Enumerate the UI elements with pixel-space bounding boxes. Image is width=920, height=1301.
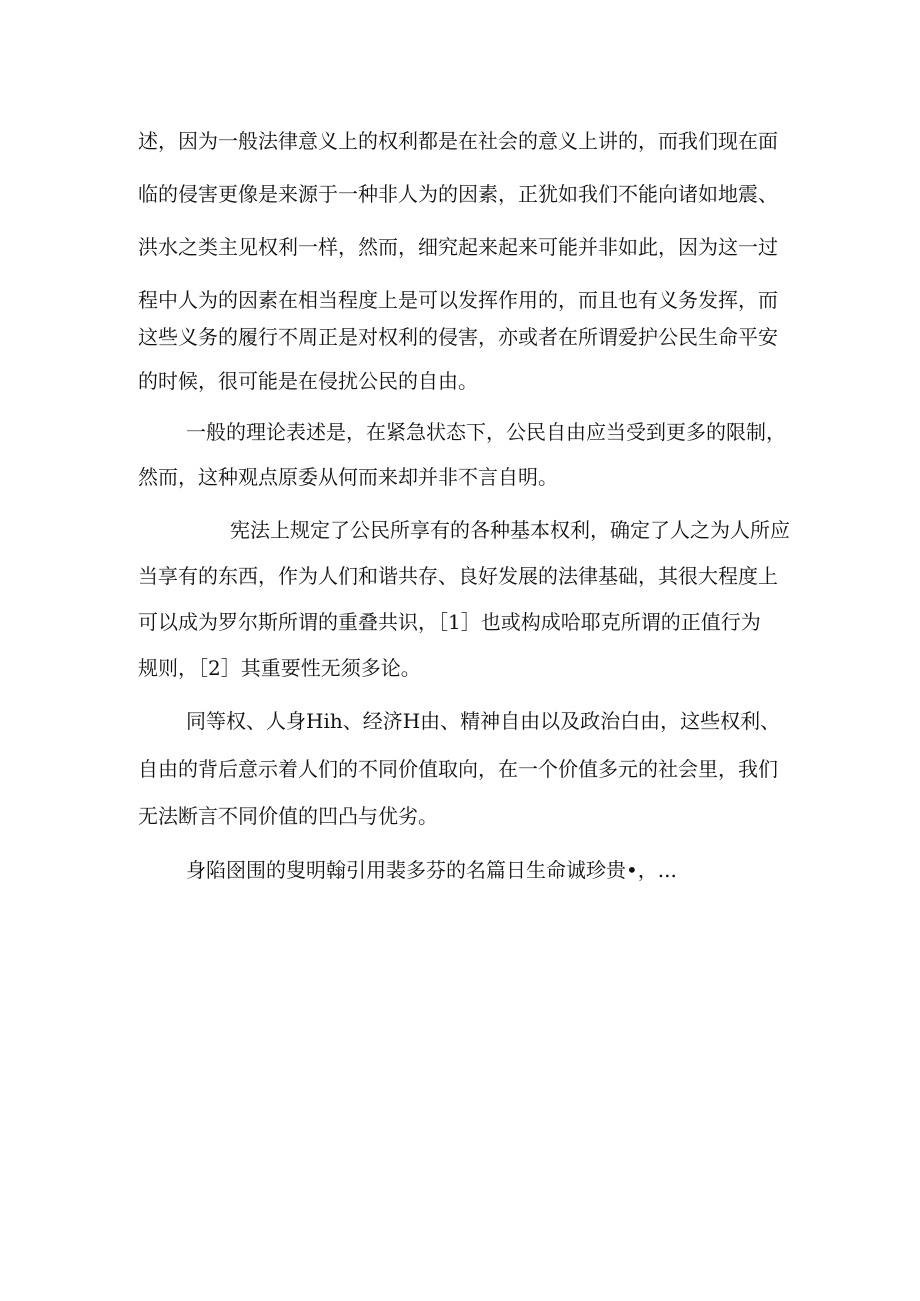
paragraph-1-line-2: 临的侵害更像是来源于一种非人为的因素，正犹如我们不能向诸如地震、: [138, 182, 778, 206]
paragraph-1-line-4: 程中人为的因素在相当程度上是可以发挥作用的，而且也有义务发挥，而: [138, 288, 778, 312]
paragraph-3-line-1: 宪法上规定了公民所享有的各种基本权利，确定了人之为人所应: [230, 518, 790, 542]
paragraph-1-line-5: 这些义务的履行不周正是对权利的侵害，亦或者在所谓爱护公民生命平安: [138, 325, 778, 349]
paragraph-4-line-3: 无法断言不同价值的凹凸与优劣。: [138, 804, 438, 828]
paragraph-2-line-1: 一般的理论表述是，在紧急状态下，公民自由应当受到更多的限制，: [186, 420, 786, 444]
paragraph-1-line-6: 的时候，很可能是在侵扰公民的自由。: [138, 369, 478, 393]
paragraph-1-line-1: 述，因为一般法律意义上的权利都是在社会的意义上讲的，而我们现在面: [138, 129, 778, 153]
paragraph-5-line-1: 身陷囹围的叟明翰引用裴多芬的名篇日生命诚珍贵•，...: [186, 858, 677, 882]
paragraph-2-line-2: 然而，这种观点原委从何而来却并非不言自明。: [138, 465, 558, 489]
paragraph-3-line-4: 规则，［2］其重要性无须多论。: [138, 656, 421, 680]
paragraph-4-line-1: 同等权、人身Hih、经济H由、精神自由以及政治白由，这些权利、: [186, 709, 781, 733]
paragraph-1-line-3: 洪水之类主见权利一样，然而，细究起来起来可能并非如此，因为这一过: [138, 235, 778, 259]
paragraph-4-line-2: 自由的背后意示着人们的不同价值取向，在一个价值多元的社会里，我们: [138, 757, 778, 781]
paragraph-3-line-3: 可以成为罗尔斯所谓的重叠共识，［1］也或构成哈耶克所谓的正值行为: [138, 610, 761, 634]
paragraph-3-line-2: 当享有的东西，作为人们和谐共存、良好发展的法律基础，其很大程度上: [138, 564, 778, 588]
